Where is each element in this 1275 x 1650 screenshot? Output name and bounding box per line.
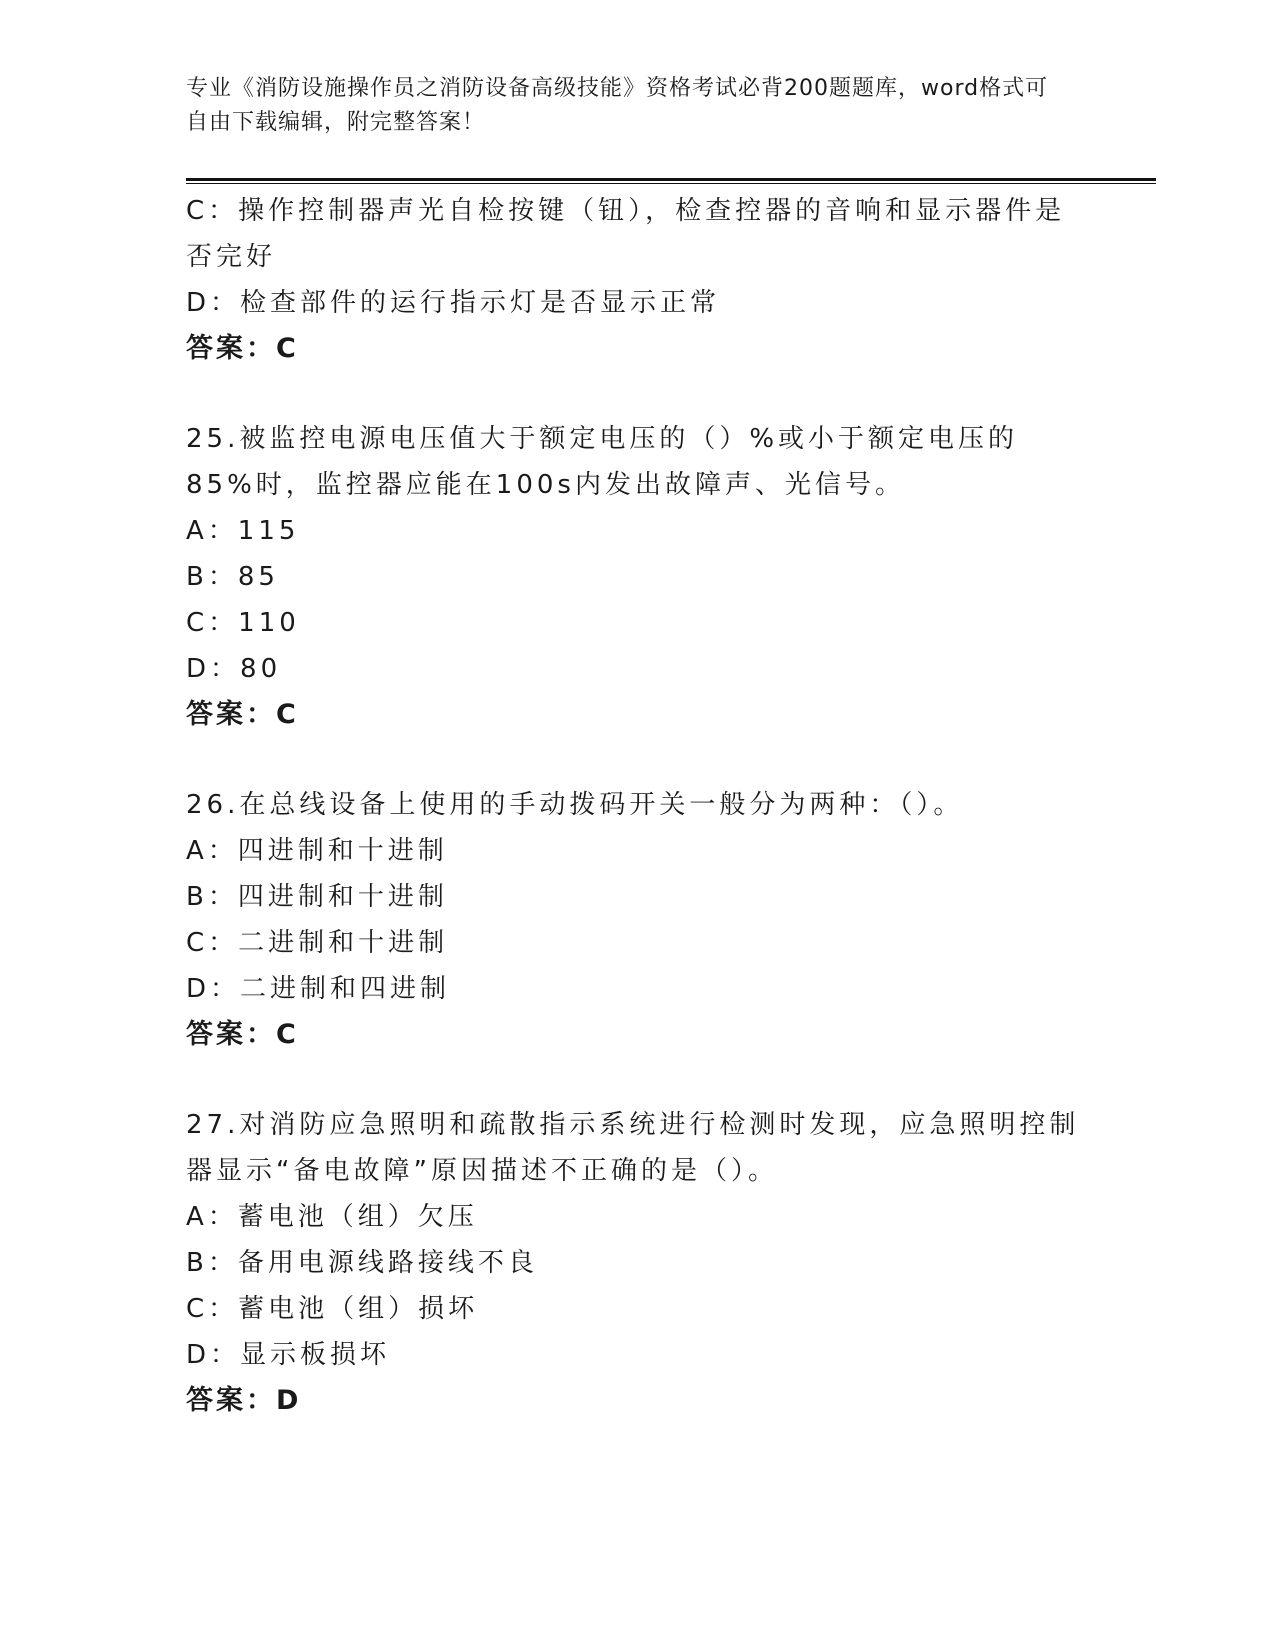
option-b: B：85	[186, 562, 279, 592]
option-d: D：二进制和四进制	[186, 974, 451, 1004]
option-b: B：备用电源线路接线不良	[186, 1248, 538, 1278]
question-text: 25.被监控电源电压值大于额定电压的（）%或小于额定电压的85%时，监控器应能在100s内发出故障声、光信号。	[186, 424, 1019, 500]
question-list	[186, 188, 1086, 1424]
answer-line: 答案：C	[186, 1019, 299, 1050]
option-d: D：80	[186, 654, 282, 684]
option-b: B：四进制和十进制	[186, 882, 448, 912]
option-a: A：115	[186, 516, 300, 546]
option-c: C：操作控制器声光自检按键（钮），检查控器的音响和显示器件是否完好	[186, 196, 1066, 272]
answer-line: 答案：D	[186, 1385, 302, 1416]
question-text: 27.对消防应急照明和疏散指示系统进行检测时发现，应急照明控制器显示“备电故障”原因描述不正确的是（）。	[186, 1110, 1080, 1186]
option-c: C：蓄电池（组）损坏	[186, 1294, 479, 1324]
question-block-27	[186, 1102, 1086, 1424]
option-a: A：蓄电池（组）欠压	[186, 1202, 478, 1232]
option-c: C：110	[186, 608, 300, 638]
question-block-previous	[186, 188, 1086, 372]
spacer	[186, 1058, 1086, 1102]
option-c: C：二进制和十进制	[186, 928, 449, 958]
question-block-26	[186, 782, 1086, 1058]
header-rule-thick	[186, 178, 1156, 181]
answer-line: 答案：C	[186, 699, 299, 730]
document-header: 专业《消防设施操作员之消防设备高级技能》资格考试必背200题题库，word格式可自由下载编辑，附完整答案！	[186, 76, 1049, 135]
question-block-25	[186, 416, 1086, 738]
option-d: D：显示板损坏	[186, 1340, 391, 1370]
header-rule-thin	[186, 183, 1156, 184]
question-text: 26.在总线设备上使用的手动拨码开关一般分为两种：（）。	[186, 790, 964, 820]
spacer	[186, 738, 1086, 782]
option-d: D：检查部件的运行指示灯是否显示正常	[186, 288, 721, 318]
option-a: A：四进制和十进制	[186, 836, 448, 866]
spacer	[186, 372, 1086, 416]
answer-line: 答案：C	[186, 333, 299, 364]
